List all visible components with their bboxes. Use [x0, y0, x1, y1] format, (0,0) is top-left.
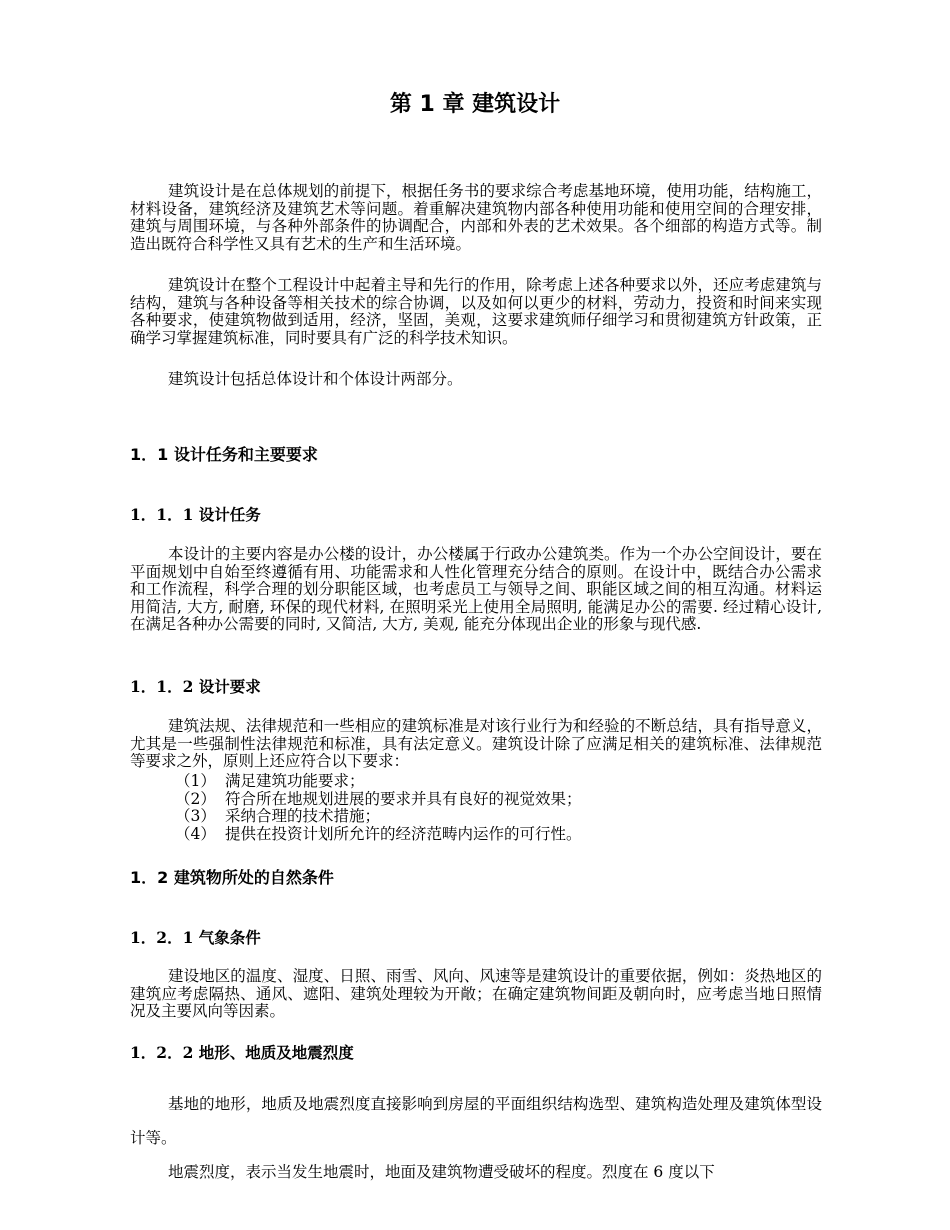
requirements-list — [175, 773, 825, 843]
intro-paragraph-3: 建筑设计包括总体设计和个体设计两部分。 — [168, 370, 463, 388]
list-item: （3） 采纳合理的技术措施； — [175, 807, 381, 825]
list-item: （4） 提供在投资计划所允许的经济范畴内运作的可行性。 — [175, 824, 582, 843]
section-heading-1-2: 1．2 建筑物所处的自然条件 — [130, 868, 334, 887]
list-item: （2） 符合所在地规划进展的要求并具有良好的视觉效果； — [175, 789, 582, 808]
section-heading-1-1: 1．1 设计任务和主要要求 — [130, 445, 318, 464]
list-item: （1） 满足建筑功能要求； — [175, 772, 365, 790]
seismic-paragraph: 地震烈度，表示当发生地震时，地面及建筑物遭受破坏的程度。烈度在 6 度以下 — [168, 1163, 715, 1181]
subsection-heading-1-2-2: 1．2．2 地形、地质及地震烈度 — [130, 1043, 354, 1062]
terrain-paragraph: 基地的地形，地质及地震烈度直接影响到房屋的平面组织结构选型、建筑构造处理及建筑体型设计等。 — [130, 1095, 822, 1147]
chapter-title: 第 1 章 建筑设计 — [389, 92, 561, 117]
climate-paragraph: 建设地区的温度、湿度、日照、雨雪、风向、风速等是建筑设计的重要依据，例如：炎热地区的建筑应考虑隔热、通风、遮阳、建筑处理较为开敞；在确定建筑物间距及朝向时，应考虑当地日照情况及主要风向等因素。 — [130, 967, 822, 1020]
subsection-heading-1-1-1: 1．1．1 设计任务 — [130, 505, 261, 524]
design-task-paragraph: 本设计的主要内容是办公楼的设计，办公楼属于行政办公建筑类。作为一个办公空间设计，要在平面规划中自始至终遵循有用、功能需求和人性化管理充分结合的原则。在设计中，既结合办公需求和工作流程，科学合理的划分职能区域，也考虑员工与领导之间、职能区域之间的相互沟通。材料运用简洁, 大方, 耐磨, 环保的现代材料, 在照明采光上使用全局照明, 能满足办公的需要. 经过精心设计, 在满足各种办公需要的同时, 又简洁, 大方, 美观, 能充分体现出企业的形象与现代感. — [130, 545, 822, 633]
intro-paragraph-2: 建筑设计在整个工程设计中起着主导和先行的作用，除考虑上述各种要求以外，还应考虑建筑与结构，建筑与各种设备等相关技术的综合协调，以及如何以更少的材料，劳动力，投资和时间来实现各种要求，使建筑物做到适用，经济，坚固，美观，这要求建筑师仔细学习和贯彻建筑方针政策，正确学习掌握建筑标准，同时要具有广泛的科学技术知识。 — [130, 276, 822, 347]
design-requirements-paragraph: 建筑法规、法律规范和一些相应的建筑标准是对该行业行为和经验的不断总结，具有指导意义，尤其是一些强制性法律规范和标准，具有法定意义。建筑设计除了应满足相关的建筑标准、法律规范等要求之外，原则上还应符合以下要求： — [130, 717, 822, 770]
subsection-heading-1-1-2: 1．1．2 设计要求 — [130, 677, 261, 696]
intro-paragraph-1: 建筑设计是在总体规划的前提下，根据任务书的要求综合考虑基地环境，使用功能，结构施工，材料设备，建筑经济及建筑艺术等问题。着重解决建筑物内部各种使用功能和使用空间的合理安排，建筑与周围环境，与各种外部条件的协调配合，内部和外表的艺术效果。各个细部的构造方式等。制造出既符合科学性又具有艺术的生产和生活环境。 — [130, 182, 822, 253]
subsection-heading-1-2-1: 1．2．1 气象条件 — [130, 928, 261, 947]
